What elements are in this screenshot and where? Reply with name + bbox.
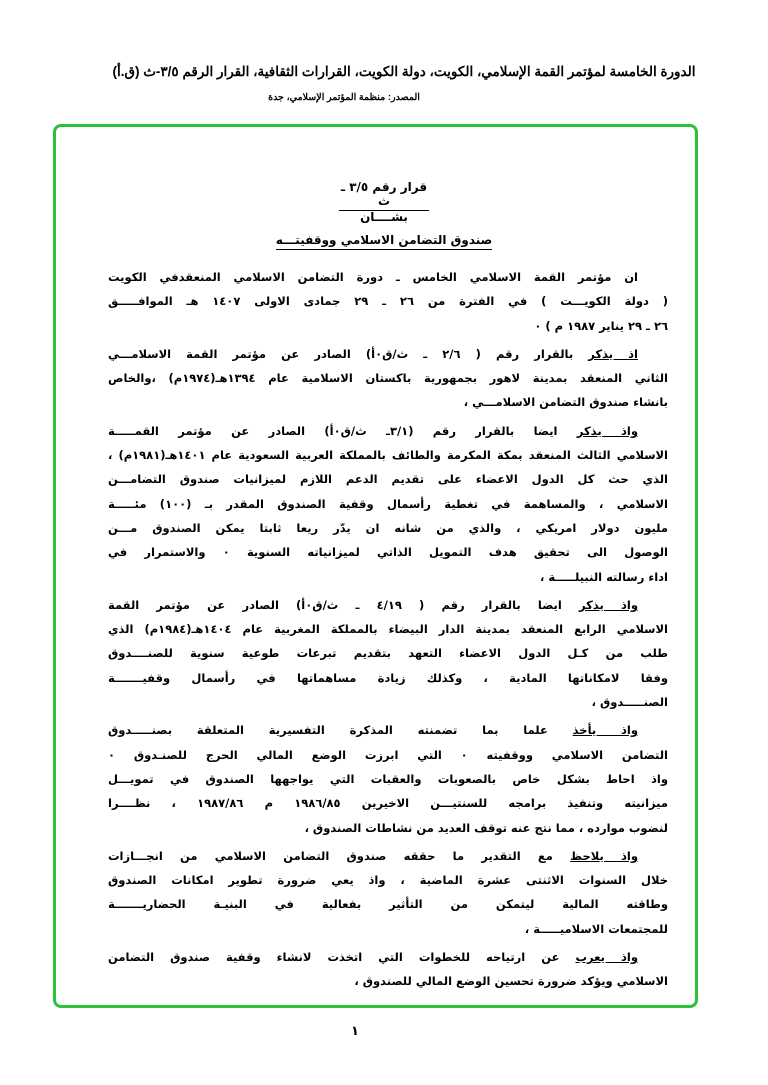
line-text: وطاقته المالية ليتمكن من التأثير بفعالية في البنيـة الحضاريـــــــة (108, 897, 668, 912)
line-text: واذ احاط بشكل خاص بالصعوبات والعقبات التي يواجهها الصندوق في تمويـــل (108, 771, 668, 786)
paragraph-line (108, 617, 668, 641)
line-text: خلال السنوات الاثنتى عشرة الماضية ، واذ يعي ضرورة تطوير امكانات الصندوق (108, 873, 668, 888)
line-text: الثاني المنعقد بمدينة لاهور بجمهورية باكستان الاسلامية عام ١٣٩٤هـ(١٩٧٤م) ،والخاص (108, 371, 668, 386)
paragraph (108, 844, 668, 941)
line-text: للمجتمعات الاسلاميـــــة ، (524, 921, 668, 936)
paragraph-lead: واذ يعرب (575, 950, 639, 965)
regarding-label (0, 210, 768, 224)
regarding-text: بشــــان (360, 210, 408, 224)
line-text: ان مؤتمر القمة الاسلامي الخامس ـ دورة التضامن الاسلامي المنعقدفي الكويت (108, 270, 638, 284)
paragraph-line (108, 666, 668, 690)
paragraph (108, 593, 668, 714)
paragraph-lead: واذ يأخذ (572, 723, 639, 738)
paragraph-line (108, 969, 668, 993)
paragraph-line (108, 718, 668, 742)
paragraph-line (108, 565, 668, 589)
resolution-number-text: قرار رقم ٣/٥ ـ ث (339, 180, 429, 211)
line-text: ( دولة الكويـــت ) في الفترة من ٢٦ ـ ٢٩ جمادى الاولى ١٤٠٧ هـ الموافـــــق (108, 294, 668, 309)
line-text: علما بما تضمنته المذكرة التفسيرية المتعلقة بصنـــــدوق (108, 723, 548, 738)
paragraph-line (108, 892, 668, 916)
document-source: المصدر: منظمة المؤتمر الإسلامي، جدة (268, 92, 420, 103)
paragraph (108, 945, 668, 994)
paragraph-line (108, 516, 668, 540)
line-text: مليون دولار امريكي ، والذي من شانه ان يدّر ريعا ثابتا يمكن الصندوق مـــن (108, 520, 668, 535)
document-header-title: الدورة الخامسة لمؤتمر القمة الإسلامي، الكويت، دولة الكويت، القرارات الثقافية، القرار الرقم ٣/٥-ث (ق.أ) (112, 64, 696, 79)
line-text: الذي حث كل الدول الاعضاء على تقديم الدعم اللازم لميزانيات صندوق التضامـــن (108, 472, 668, 487)
line-text: مع التقدير ما حققه صندوق التضامن الاسلامي من انجـــازات (108, 848, 553, 863)
paragraph-line (108, 540, 668, 564)
paragraph (108, 718, 668, 839)
page-number: ١ (351, 1024, 359, 1039)
line-text: الاسلامي ، والمساهمة في تغطية رأسمال وقفية الصندوق المقدر بـ (١٠٠) مئـــــة (108, 496, 668, 511)
line-text: التضامن الاسلامي ووقفيته ٠ التي ابرزت الوضع المالي الحرج للصنـدوق ٠ (108, 747, 668, 762)
paragraph-line (108, 390, 668, 414)
resolution-number (0, 180, 768, 211)
paragraph-line (108, 945, 668, 969)
paragraph-line (108, 868, 668, 892)
line-text: الاسلامي ويؤكد ضرورة تحسين الوضع المالي للصندوق ، (354, 974, 668, 989)
paragraph-lead: اذ يذكر (588, 346, 638, 361)
paragraph-line (108, 492, 668, 516)
line-text: ايضا بالقرار رقم (٣/١ـ ث/ق٠أ) الصادر عن مؤتمر القمـــــة (108, 423, 558, 438)
line-text: لنضوب موارده ، مما نتج عنه توقف العديد من نشاطات الصندوق ، (304, 820, 668, 835)
paragraph-line (108, 917, 668, 941)
line-text: وفقا لامكاناتها المادية ، وكذلك زيادة مساهماتها في رأسمال وقفيـــــــة (108, 670, 668, 685)
document-body (108, 265, 668, 998)
line-text: ايضا بالقرار رقم ( ٤/١٩ ـ ث/ق٠أ) الصادر عن مؤتمر القمة (108, 597, 562, 612)
paragraph-line (108, 443, 668, 467)
line-text: طلب من كـل الدول الاعضاء التعهد بتقديم تبرعات طوعية سنوية للصنــــدوق (108, 646, 668, 661)
paragraph-line (108, 816, 668, 840)
paragraph-line (108, 366, 668, 390)
paragraph-line (108, 690, 668, 714)
paragraph (108, 419, 668, 589)
line-text: بالقرار رقم ( ٢/٦ ـ ث/ق٠أ) الصادر عن مؤتمر القمة الاسلامـــي (108, 346, 574, 361)
paragraph-line (108, 289, 668, 313)
resolution-subject (0, 233, 768, 250)
line-text: اداء رسالته النبيلـــــة ، (540, 569, 668, 584)
paragraph-line (108, 641, 668, 665)
paragraph-line (108, 844, 668, 868)
paragraph-line (108, 791, 668, 815)
line-text: الاسلامي الثالث المنعقد بمكة المكرمة والطائف بالمملكة العربية السعودية عام ١٤٠١هـ(١٩٨١م) ، (108, 448, 668, 463)
paragraph-line (108, 743, 668, 767)
paragraph-lead: واذ يذكر (576, 423, 638, 438)
line-text: عن ارتياحه للخطوات التي اتخذت لانشاء وقفية صندوق التضامن (108, 950, 560, 965)
paragraph-line (108, 467, 668, 491)
paragraph-line (108, 767, 668, 791)
line-text: ميزانيته وتنفيذ برامجه للسنتيـــن الاخيرين ١٩٨٦/٨٥ م ١٩٨٧/٨٦ ، نظــــرا (108, 796, 668, 811)
paragraph-line (108, 593, 668, 617)
line-text: الصنـــــدوق ، (591, 695, 668, 710)
paragraph-line (108, 342, 668, 366)
line-text: الاسلامي الرابع المنعقد بمدينة الدار البيضاء بالمملكة المغربية عام ١٤٠٤هـ(١٩٨٤م) الذي (108, 622, 668, 637)
paragraph-lead: واذ يلاحظ (570, 848, 638, 863)
paragraph (108, 342, 668, 415)
paragraph (108, 265, 668, 338)
paragraph-line (108, 314, 668, 338)
paragraph-line (108, 419, 668, 443)
paragraph-line (108, 265, 668, 289)
subject-text: صندوق التضامن الاسلامي ووقفيتـــه (276, 233, 493, 250)
paragraph-lead: واذ يذكر (579, 597, 638, 612)
line-text: الوصول الى تحقيق هدف التمويل الذاتي لميزانياته السنوية ٠ والاستمرار في (108, 545, 668, 560)
line-text: ٢٦ ـ ٢٩ يناير ١٩٨٧ م ) ٠ (534, 318, 668, 333)
line-text: بانشاء صندوق التضامن الاسلامـــي ، (463, 395, 668, 410)
